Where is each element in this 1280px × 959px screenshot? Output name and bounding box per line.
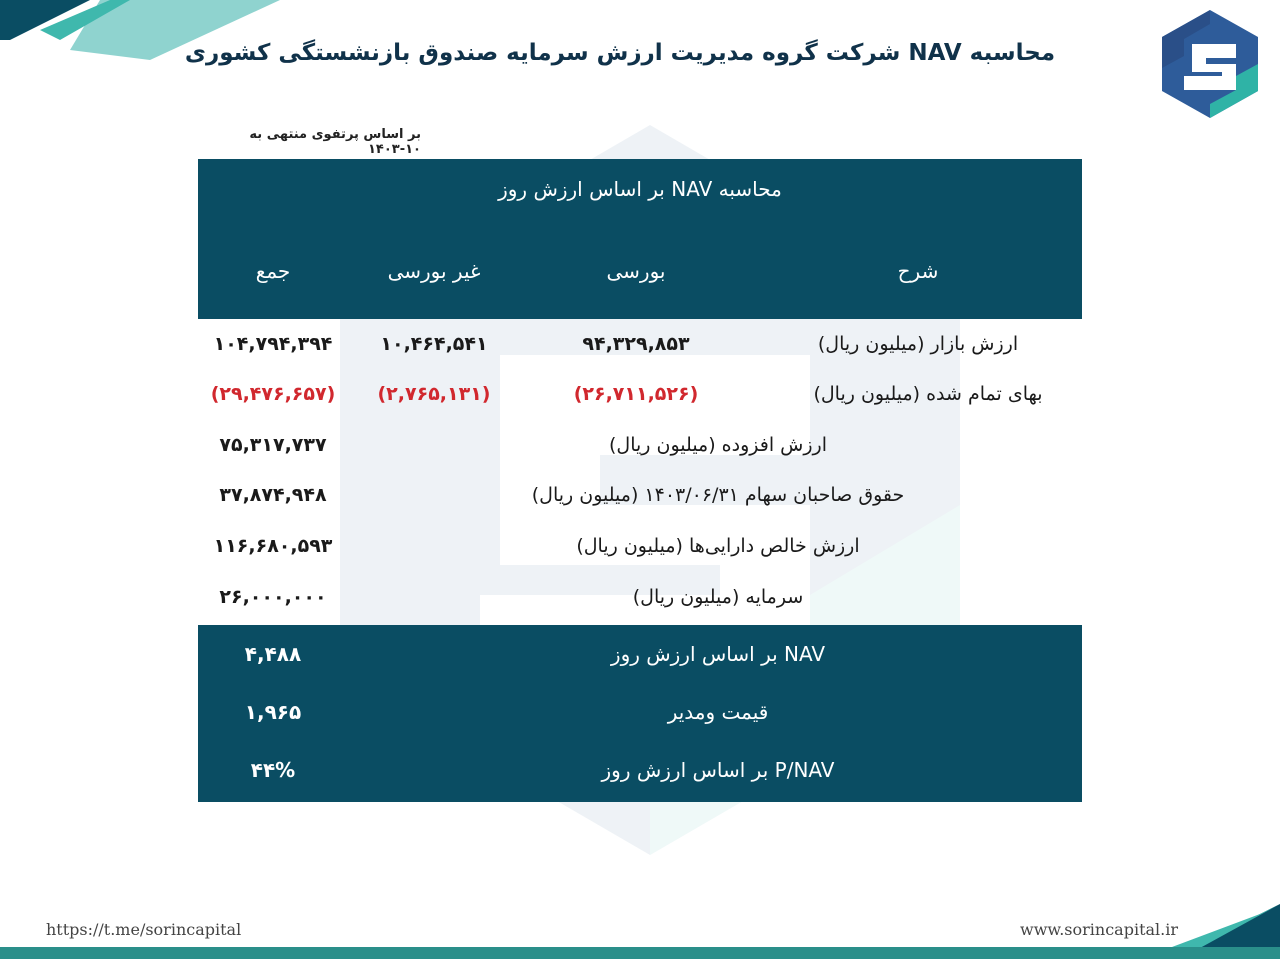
telegram-link[interactable]: https://t.me/sorincapital — [46, 920, 242, 939]
total-value: (۲۹,۴۷۶,۶۵۷) — [210, 383, 336, 405]
row-label: بهای تمام شده (میلیون ریال) — [813, 383, 1043, 405]
summary-label: P/NAV بر اساس ارزش روز — [601, 758, 835, 782]
row-label: ارزش بازار (میلیون ریال) — [817, 333, 1019, 355]
page-title: محاسبه NAV شرکت گروه مدیریت ارزش سرمایه صندوق بازنشستگی کشوری — [184, 40, 1056, 66]
footer-strip — [0, 947, 1280, 959]
total-value: ۳۷,۸۷۴,۹۴۸ — [219, 484, 327, 506]
row-label: ارزش افزوده (میلیون ریال) — [609, 434, 827, 456]
column-header-description: شرح — [897, 259, 939, 283]
summary-value: ۴۴% — [250, 758, 296, 782]
website-link[interactable]: www.sorincapital.ir — [1020, 920, 1178, 939]
summary-label: قیمت ومدیر — [667, 700, 769, 724]
sorin-logo-icon — [1162, 10, 1258, 118]
column-header-listed: بورسی — [606, 259, 666, 283]
summary-row — [198, 683, 1082, 741]
listed-value: (۲۶,۷۱۱,۵۲۶) — [573, 383, 699, 405]
table-heading: محاسبه NAV بر اساس ارزش روز — [498, 177, 782, 201]
portfolio-date-note: بر اساس پرتفوی منتهی به ۱۰-۱۴۰۳ — [249, 127, 421, 157]
table-row — [198, 420, 1082, 470]
total-value: ۱۰۴,۷۹۴,۳۹۴ — [213, 333, 333, 355]
unlisted-value: (۲,۷۶۵,۱۳۱) — [377, 383, 491, 405]
table-row — [198, 572, 1082, 622]
total-value: ۲۶,۰۰۰,۰۰۰ — [219, 586, 327, 608]
total-value: ۷۵,۳۱۷,۷۳۷ — [219, 434, 327, 456]
row-label: حقوق صاحبان سهام ۱۴۰۳/۰۶/۳۱ (میلیون ریال) — [531, 484, 905, 506]
table-row — [198, 521, 1082, 571]
table-header — [198, 159, 1082, 319]
summary-label: NAV بر اساس ارزش روز — [610, 642, 826, 666]
column-header-unlisted: غیر بورسی — [387, 259, 481, 283]
column-header-total: جمع — [255, 259, 291, 283]
row-label: سرمایه (میلیون ریال) — [632, 586, 804, 608]
nav-table — [198, 159, 1082, 802]
listed-value: ۹۴,۳۲۹,۸۵۳ — [582, 333, 690, 355]
summary-value: ۴,۴۸۸ — [244, 642, 302, 666]
table-body — [198, 319, 1082, 625]
summary-value: ۱,۹۶۵ — [244, 700, 302, 724]
total-value: ۱۱۶,۶۸۰,۵۹۳ — [213, 535, 333, 557]
summary-row — [198, 625, 1082, 683]
table-row — [198, 470, 1082, 520]
summary-row — [198, 741, 1082, 799]
table-summary — [198, 625, 1082, 802]
table-row — [198, 319, 1082, 369]
row-label: ارزش خالص دارایی‌ها (میلیون ریال) — [576, 535, 860, 557]
unlisted-value: ۱۰,۴۶۴,۵۴۱ — [380, 333, 488, 355]
table-row — [198, 369, 1082, 419]
